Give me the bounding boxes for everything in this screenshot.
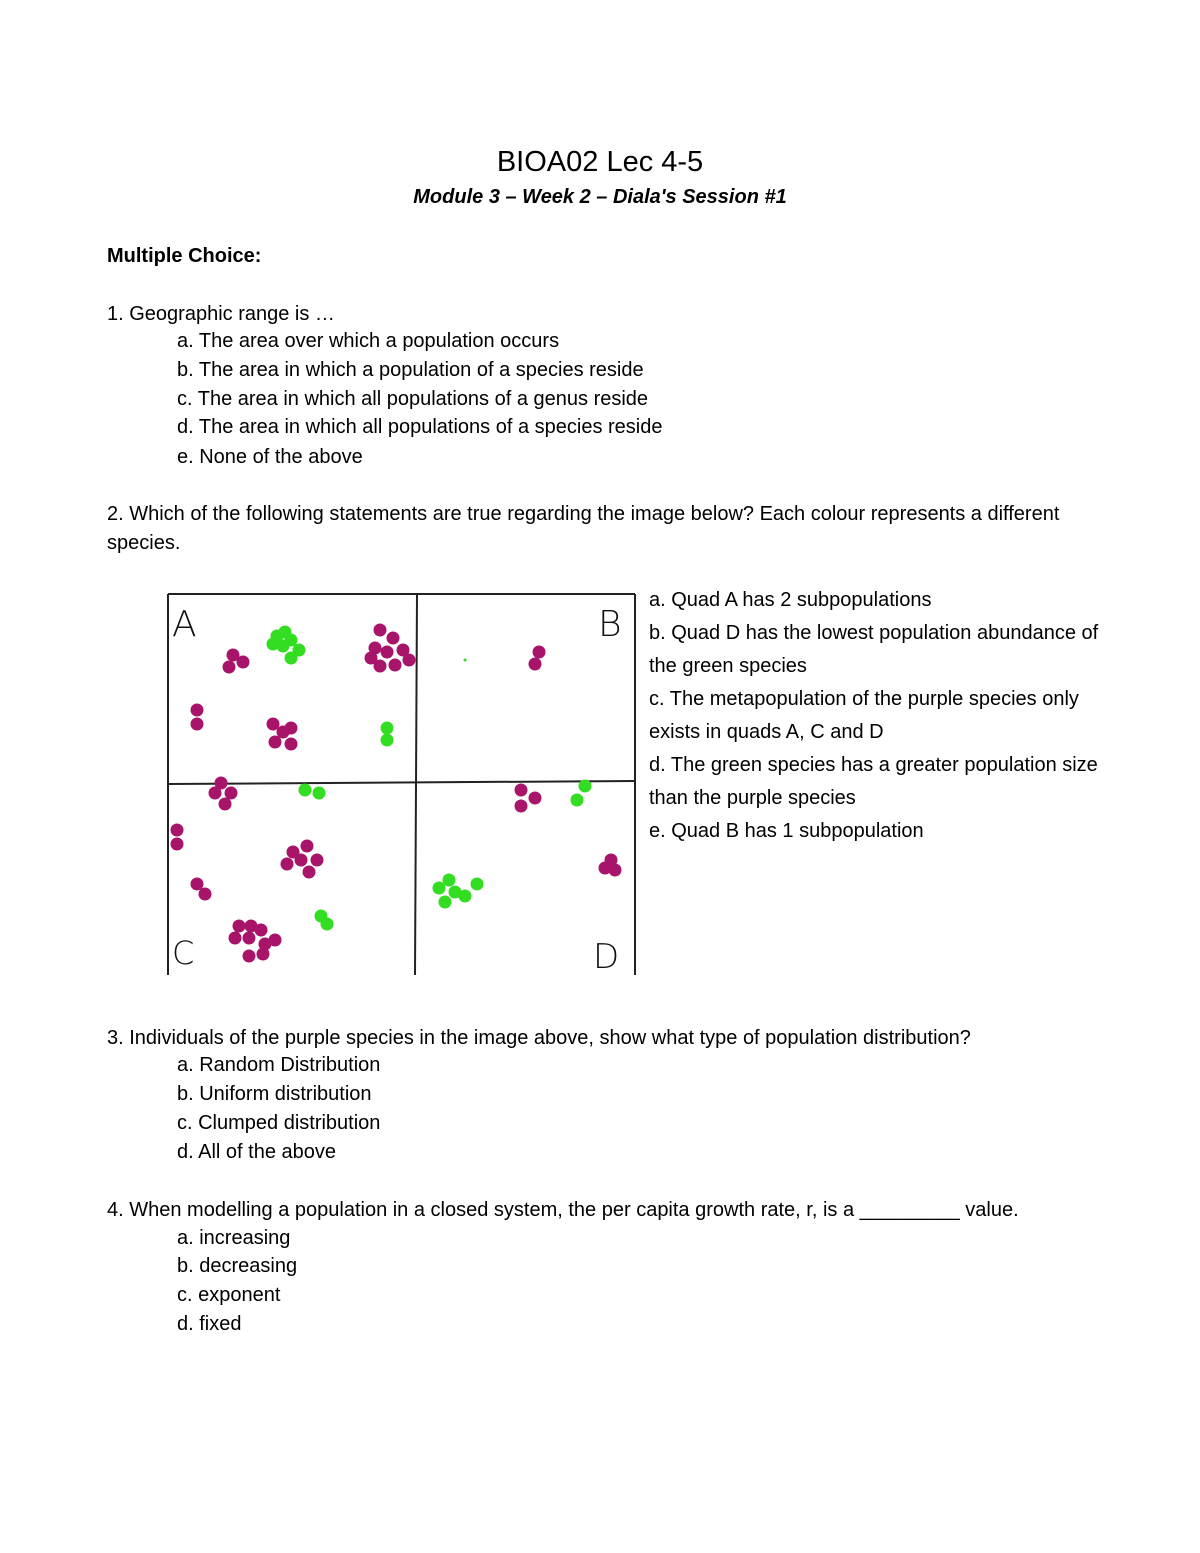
purple-organism-dot — [387, 632, 400, 645]
purple-organism-dot — [301, 840, 314, 853]
quadrat-horizontal-divider — [168, 781, 635, 784]
quadrat-diagram — [165, 590, 637, 978]
question-1-option-a: a. The area over which a population occurs — [177, 330, 560, 352]
green-organism-dot — [471, 878, 484, 891]
question-4: 4. When modelling a population in a closed system, the per capita growth rate, r, is a _________ value. — [107, 1199, 1019, 1221]
quad-label-b: B — [598, 604, 622, 645]
green-organism-dot — [321, 918, 334, 931]
question-4-option-a: a. increasing — [177, 1227, 291, 1249]
purple-organism-dot — [171, 838, 184, 851]
purple-organism-dot — [229, 932, 242, 945]
question-3-option-b: b. Uniform distribution — [177, 1083, 372, 1105]
purple-organism-dot — [295, 854, 308, 867]
purple-organism-dot — [311, 854, 324, 867]
purple-organism-dot — [171, 824, 184, 837]
question-1-option-c: c. The area in which all populations of a genus reside — [177, 388, 649, 410]
green-organism-dot — [459, 890, 472, 903]
purple-organism-dot — [515, 784, 528, 797]
question-1-option-d: d. The area in which all populations of a species reside — [177, 416, 663, 438]
green-organism-dot — [267, 638, 280, 651]
green-organism-dot — [285, 652, 298, 665]
purple-organism-dot — [225, 787, 238, 800]
purple-organism-dot — [281, 858, 294, 871]
purple-organism-dot — [243, 950, 256, 963]
green-organism-dot — [381, 722, 394, 735]
purple-organism-dot — [365, 652, 378, 665]
purple-organism-dot — [223, 661, 236, 674]
green-speck — [464, 659, 467, 662]
question-3-option-c: c. Clumped distribution — [177, 1112, 381, 1134]
question-3-option-d: d. All of the above — [177, 1141, 337, 1163]
question-1-option-e: e. None of the above — [177, 446, 363, 468]
question-2-option-a: a. Quad A has 2 subpopulations — [649, 589, 932, 611]
purple-organism-dot — [257, 948, 270, 961]
purple-organism-dot — [269, 736, 282, 749]
purple-organism-dot — [233, 920, 246, 933]
purple-organism-dot — [403, 654, 416, 667]
green-organism-dot — [579, 780, 592, 793]
question-2-option-c: c. The metapopulation of the purple species only exists in quads A, C and D — [649, 688, 1079, 743]
purple-organism-dot — [191, 704, 204, 717]
question-3: 3. Individuals of the purple species in the image above, show what type of population distribution? — [107, 1027, 971, 1049]
purple-organism-dot — [609, 864, 622, 877]
purple-organism-dot — [219, 798, 232, 811]
document-subtitle: Module 3 – Week 2 – Diala's Session #1 — [413, 186, 787, 208]
purple-organism-dot — [529, 658, 542, 671]
organism-dots — [171, 624, 622, 963]
question-1: 1. Geographic range is … — [107, 303, 335, 325]
green-organism-dot — [313, 787, 326, 800]
question-4-option-c: c. exponent — [177, 1284, 281, 1306]
purple-organism-dot — [209, 787, 222, 800]
green-organism-dot — [443, 874, 456, 887]
green-organism-dot — [299, 784, 312, 797]
green-organism-dot — [381, 734, 394, 747]
quadrat-figure — [165, 590, 637, 978]
question-2-option-d: d. The green species has a greater population size than the purple species — [649, 754, 1098, 809]
section-heading: Multiple Choice: — [107, 245, 262, 267]
question-2-option-e: e. Quad B has 1 subpopulation — [649, 820, 924, 842]
purple-organism-dot — [285, 738, 298, 751]
quadrat-vertical-divider — [415, 594, 417, 975]
purple-organism-dot — [529, 792, 542, 805]
green-organism-dot — [571, 794, 584, 807]
purple-organism-dot — [237, 656, 250, 669]
purple-organism-dot — [533, 646, 546, 659]
question-4-option-b: b. decreasing — [177, 1255, 298, 1277]
question-4-option-d: d. fixed — [177, 1313, 242, 1335]
purple-organism-dot — [374, 624, 387, 637]
purple-organism-dot — [303, 866, 316, 879]
purple-organism-dot — [199, 888, 212, 901]
quad-label-d: D — [593, 937, 620, 977]
question-2: 2. Which of the following statements are true regarding the image below? Each colour represents a different species. — [107, 503, 1060, 554]
quad-label-c: C — [172, 934, 195, 972]
question-2-option-b: b. Quad D has the lowest population abundance of the green species — [649, 622, 1099, 677]
purple-organism-dot — [191, 718, 204, 731]
purple-organism-dot — [515, 800, 528, 813]
question-1-option-b: b. The area in which a population of a species reside — [177, 359, 644, 381]
question-3-option-a: a. Random Distribution — [177, 1054, 381, 1076]
quad-label-a: A — [172, 604, 197, 645]
purple-organism-dot — [243, 932, 256, 945]
green-organism-dot — [439, 896, 452, 909]
purple-organism-dot — [389, 659, 402, 672]
purple-organism-dot — [285, 722, 298, 735]
purple-organism-dot — [255, 924, 268, 937]
purple-organism-dot — [381, 646, 394, 659]
document-title: BIOA02 Lec 4-5 — [496, 146, 704, 178]
